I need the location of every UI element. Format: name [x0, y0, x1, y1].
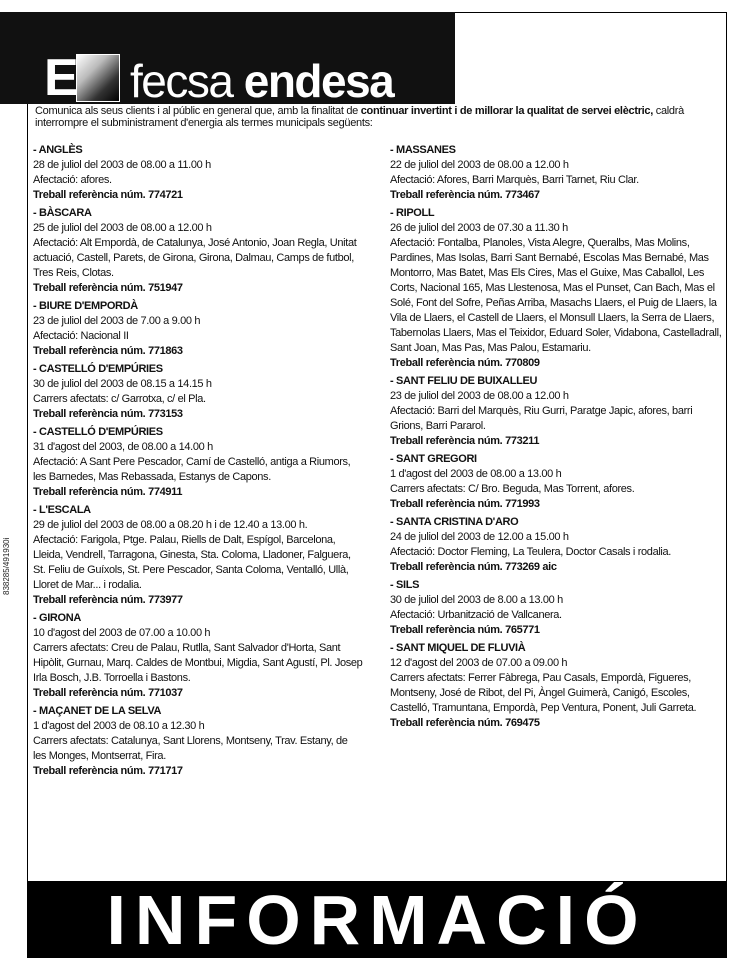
intro-paragraph — [35, 106, 725, 129]
municipality-name: - CASTELLÓ D'EMPÚRIES — [33, 426, 163, 438]
affected-areas: Afectació: Afores, Barri Marquès, Barri Tarnet, Riu Clar. — [390, 174, 639, 186]
work-reference: Treball referència núm. 771993 — [390, 498, 540, 510]
intro-bold: continuar invertint i de millorar la qualitat de servei elèctric, — [360, 105, 654, 117]
outage-date: 26 de juliol del 2003 de 07.30 a 11.30 h — [390, 222, 568, 234]
affected-areas: Carrers afectats: Catalunya, Sant Llorens, Montseny, Trav. Estany, de les Monges, Montserrat, Fira. — [33, 735, 348, 762]
municipality-entry — [390, 578, 725, 638]
municipality-name: - SANT FELIU DE BUIXALLEU — [390, 375, 538, 387]
municipality-entry — [390, 374, 725, 449]
affected-areas: Carrers afectats: c/ Garrotxa, c/ el Pla. — [33, 393, 206, 405]
municipality-entry — [33, 143, 363, 203]
municipality-name: - SANTA CRISTINA D'ARO — [390, 516, 519, 528]
affected-areas: Afectació: afores. — [33, 174, 112, 186]
affected-areas: Afectació: Nacional II — [33, 330, 129, 342]
outage-date: 1 d'agost del 2003 de 08.00 a 13.00 h — [390, 468, 562, 480]
municipality-entry — [33, 425, 363, 500]
municipality-name: - BIURE D'EMPORDÀ — [33, 300, 138, 312]
affected-areas: Afectació: Urbanització de Vallcanera. — [390, 609, 562, 621]
work-reference: Treball referència núm. 774721 — [33, 189, 183, 201]
municipality-entry — [33, 611, 363, 701]
work-reference: Treball referència núm. 765771 — [390, 624, 540, 636]
outage-date: 22 de juliol del 2003 de 08.00 a 12.00 h — [390, 159, 569, 171]
work-reference: Treball referència núm. 771717 — [33, 765, 183, 777]
affected-areas: Afectació: Farigola, Ptge. Palau, Riells de Dalt, Espígol, Barcelona, Lleida, Vendrell, Tarragona, Ginesta, Sta. Coloma, Lladoner, Falguera, St. Feliu de Guíxols, St. Pere Pescador, Santa Coloma, Ventalló, Ullà, Lloret de Mar... i rodalia. — [33, 534, 351, 591]
work-reference: Treball referència núm. 770809 — [390, 357, 540, 369]
intro-after: caldrà interrompre el subministrament d'energia als termes municipals següents: — [35, 105, 684, 129]
logo-square-icon — [76, 54, 120, 102]
municipality-entry — [390, 515, 725, 575]
affected-areas: Afectació: Doctor Fleming, La Teulera, Doctor Casals i rodalia. — [390, 546, 671, 558]
municipality-entry — [390, 641, 725, 731]
brand-logo-icon — [44, 49, 120, 107]
affected-areas: Carrers afectats: Ferrer Fàbrega, Pau Casals, Empordà, Figueres, Montseny, José de Ribot, del Pi, Àngel Guimerà, Canigó, Escoles, Castelló, Tramuntana, Empordà, Pep Ventura, Ponent, Juli Garreta. — [390, 672, 697, 714]
municipality-entry — [33, 503, 363, 608]
work-reference: Treball referència núm. 771863 — [33, 345, 183, 357]
outage-date: 23 de juliol del 2003 de 7.00 a 9.00 h — [33, 315, 201, 327]
municipality-entry — [33, 362, 363, 422]
footer-title: INFORMACIÓ — [106, 881, 648, 959]
affected-areas: Afectació: A Sant Pere Pescador, Camí de Castelló, antiga a Riumors, les Barnedes, Mas Rebassada, Estanys de Capons. — [33, 456, 351, 483]
municipality-name: - ANGLÈS — [33, 144, 83, 156]
brand-name-light: fecsa — [130, 55, 233, 107]
municipality-entry — [390, 143, 725, 203]
municipality-name: - RIPOLL — [390, 207, 435, 219]
work-reference: Treball referència núm. 773467 — [390, 189, 540, 201]
footer-banner — [27, 881, 727, 958]
work-reference: Treball referència núm. 773269 aic — [390, 561, 557, 573]
municipality-name: - CASTELLÓ D'EMPÚRIES — [33, 363, 163, 375]
outage-date: 25 de juliol del 2003 de 08.00 a 12.00 h — [33, 222, 212, 234]
outage-date: 1 d'agost del 2003 de 08.10 a 12.30 h — [33, 720, 205, 732]
municipality-entry — [390, 452, 725, 512]
work-reference: Treball referència núm. 769475 — [390, 717, 540, 729]
outage-date: 28 de juliol del 2003 de 08.00 a 11.00 h — [33, 159, 211, 171]
work-reference: Treball referència núm. 774911 — [33, 486, 183, 498]
municipality-entry — [33, 704, 363, 779]
outage-date: 24 de juliol del 2003 de 12.00 a 15.00 h — [390, 531, 569, 543]
intro-before: Comunica als seus clients i al públic en general que, amb la finalitat de — [35, 105, 361, 117]
municipality-name: - L'ESCALA — [33, 504, 91, 516]
affected-areas: Carrers afectats: C/ Bro. Beguda, Mas Torrent, afores. — [390, 483, 635, 495]
municipality-name: - BÀSCARA — [33, 207, 92, 219]
work-reference: Treball referència núm. 773977 — [33, 594, 183, 606]
outage-date: 30 de juliol del 2003 de 08.15 a 14.15 h — [33, 378, 212, 390]
outage-date: 30 de juliol del 2003 de 8.00 a 13.00 h — [390, 594, 563, 606]
affected-areas: Afectació: Barri del Marquès, Riu Gurri, Paratge Japic, afores, barri Grions, Barri Pararol. — [390, 405, 693, 432]
right-column — [390, 143, 725, 734]
municipality-entry — [33, 299, 363, 359]
affected-areas: Afectació: Fontalba, Planoles, Vista Alegre, Queralbs, Mas Molins, Pardines, Mas Isolas, Barri Sant Bernabé, Escolas Mas Bernabé, Mas Montorro, Mas Batet, Mas Els Cires, Mas el Guixe, Mas Caballol, Les Corts, Nacional 165, Mas Llestenosa, Mas el Punset, Can Bach, Mas el Solé, Font del Sofre, Peñas Arriba, Masachs Llaers, el Puig de Llaers, la Vila de Llaers, el Castell de Llaers, el Monsull Llaers, la Serra de Llaers, Tabernolas Llaers, Mas el Teixidor, Eduard Soler, Vidabona, Castelladrall, Sant Joan, Mas Pas, Mas Palou, Estamariu. — [390, 237, 722, 354]
municipality-name: - SILS — [390, 579, 420, 591]
municipality-name: - SANT MIQUEL DE FLUVIÀ — [390, 642, 526, 654]
logo-letter: E — [44, 49, 75, 107]
municipality-name: - SANT GREGORI — [390, 453, 477, 465]
brand-name — [130, 55, 394, 107]
logo-banner — [0, 12, 455, 107]
work-reference: Treball referència núm. 771037 — [33, 687, 183, 699]
municipality-entry — [33, 206, 363, 296]
work-reference: Treball referència núm. 773153 — [33, 408, 183, 420]
outage-date: 12 d'agost del 2003 de 07.00 a 09.00 h — [390, 657, 568, 669]
affected-areas: Carrers afectats: Creu de Palau, Rutlla, Sant Salvador d'Horta, Sant Hipòlit, Gurnau, Marq. Caldes de Montbui, Migdia, Sant Agustí, Pl. Josep Irla Bosch, J.B. Torroella i Bastons. — [33, 642, 363, 684]
outage-date: 10 d'agost del 2003 de 07.00 a 10.00 h — [33, 627, 211, 639]
brand-name-bold: endesa — [243, 55, 394, 107]
municipality-name: - MAÇANET DE LA SELVA — [33, 705, 162, 717]
outage-date: 31 d'agost del 2003, de 08.00 a 14.00 h — [33, 441, 213, 453]
outage-date: 29 de juliol del 2003 de 08.00 a 08.20 h i de 12.40 a 13.00 h. — [33, 519, 308, 531]
side-code: 838285/491930i — [2, 537, 11, 595]
municipality-name: - MASSANES — [390, 144, 456, 156]
municipality-entry — [390, 206, 725, 371]
municipality-name: - GIRONA — [33, 612, 81, 624]
work-reference: Treball referència núm. 773211 — [390, 435, 540, 447]
left-column — [33, 143, 363, 782]
outage-date: 23 de juliol del 2003 de 08.00 a 12.00 h — [390, 390, 569, 402]
work-reference: Treball referència núm. 751947 — [33, 282, 183, 294]
affected-areas: Afectació: Alt Empordà, de Catalunya, José Antonio, Joan Regla, Unitat actuació, Castell, Parets, de Girona, Girona, Dalmau, Camps de futbol, Tres Reis, Clotas. — [33, 237, 357, 279]
